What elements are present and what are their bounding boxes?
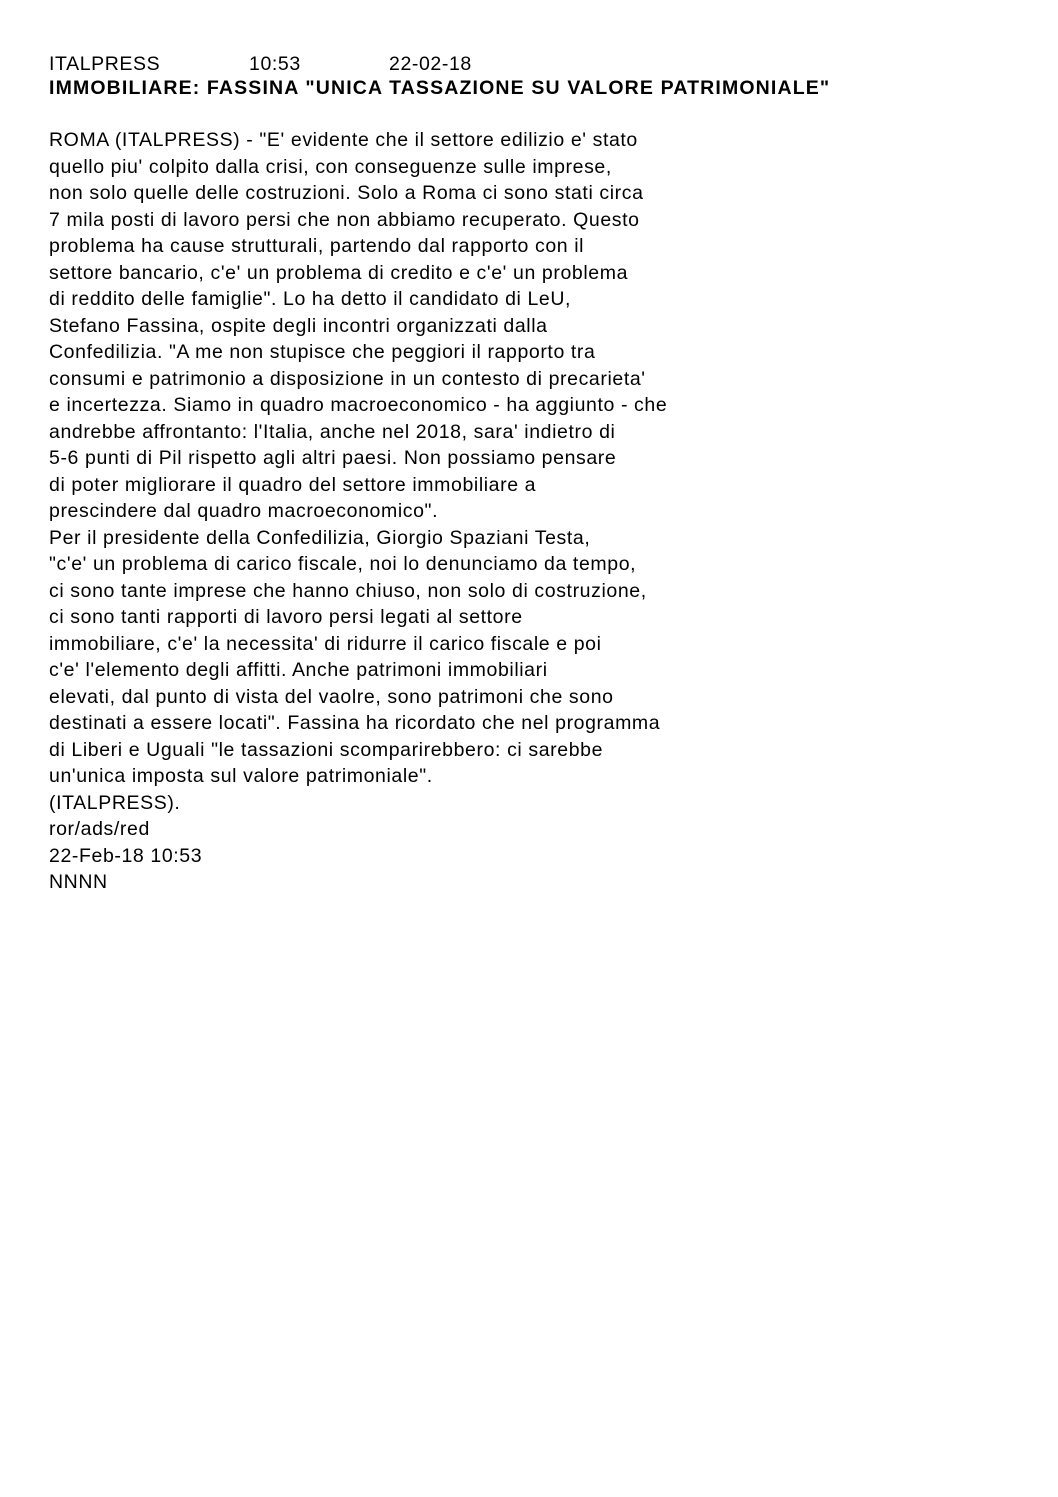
wire-time: 10:53 — [249, 53, 301, 75]
article-body — [49, 127, 1029, 896]
news-wire-document — [49, 52, 1029, 896]
body-line: ci sono tanti rapporti di lavoro persi legati al settore — [49, 606, 523, 628]
body-line: di reddito delle famiglie". Lo ha detto il candidato di LeU, — [49, 288, 572, 310]
body-line: Confedilizia. "A me non stupisce che peggiori il rapporto tra — [49, 341, 596, 363]
body-line: Stefano Fassina, ospite degli incontri organizzati dalla — [49, 314, 548, 337]
body-line: elevati, dal punto di vista del vaolre, sono patrimoni che sono — [49, 685, 614, 708]
body-line: e incertezza. Siamo in quadro macroeconomico - ha aggiunto - che — [49, 394, 668, 416]
body-line: prescindere dal quadro macroeconomico". — [49, 500, 439, 522]
body-line: ci sono tante imprese che hanno chiuso, non solo di costruzione, — [49, 579, 647, 602]
body-line: destinati a essere locati". Fassina ha ricordato che nel programma — [49, 712, 661, 734]
body-line: problema ha cause strutturali, partendo dal rapporto con il — [49, 235, 585, 257]
body-line: ROMA (ITALPRESS) - "E' evidente che il settore edilizio e' stato — [49, 129, 638, 151]
body-line: settore bancario, c'e' un problema di credito e c'e' un problema — [49, 261, 629, 284]
wire-header — [49, 52, 1029, 76]
dateline: 22-Feb-18 10:53 — [49, 844, 203, 867]
body-line: c'e' l'elemento degli affitti. Anche patrimoni immobiliari — [49, 659, 548, 681]
headline: IMMOBILIARE: FASSINA "UNICA TASSAZIONE SU VALORE PATRIMONIALE" — [49, 77, 831, 99]
body-line: non solo quelle delle costruzioni. Solo a Roma ci sono stati circa — [49, 182, 644, 204]
agency-name: ITALPRESS — [49, 53, 161, 75]
body-line: un'unica imposta sul valore patrimoniale". — [49, 765, 433, 787]
body-line: immobiliare, c'e' la necessita' di ridurre il carico fiscale e poi — [49, 632, 602, 655]
body-line: 5-6 punti di Pil rispetto agli altri paesi. Non possiamo pensare — [49, 447, 617, 469]
body-line: di Liberi e Uguali "le tassazioni scomparirebbero: ci sarebbe — [49, 738, 604, 761]
wire-date: 22-02-18 — [389, 53, 472, 75]
body-line: "c'e' un problema di carico fiscale, noi lo denunciamo da tempo, — [49, 553, 637, 575]
author-codes: ror/ads/red — [49, 818, 150, 840]
body-line: consumi e patrimonio a disposizione in un contesto di precarieta' — [49, 367, 646, 390]
body-line: andrebbe affrontanto: l'Italia, anche nel 2018, sara' indietro di — [49, 420, 616, 443]
body-line: di poter migliorare il quadro del settore immobiliare a — [49, 473, 537, 496]
end-marker: NNNN — [49, 871, 108, 893]
body-line: 7 mila posti di lavoro persi che non abbiamo recuperato. Questo — [49, 208, 640, 231]
body-line: Per il presidente della Confedilizia, Giorgio Spaziani Testa, — [49, 526, 591, 549]
body-line: quello piu' colpito dalla crisi, con conseguenze sulle imprese, — [49, 155, 612, 178]
source-tag: (ITALPRESS). — [49, 791, 181, 814]
